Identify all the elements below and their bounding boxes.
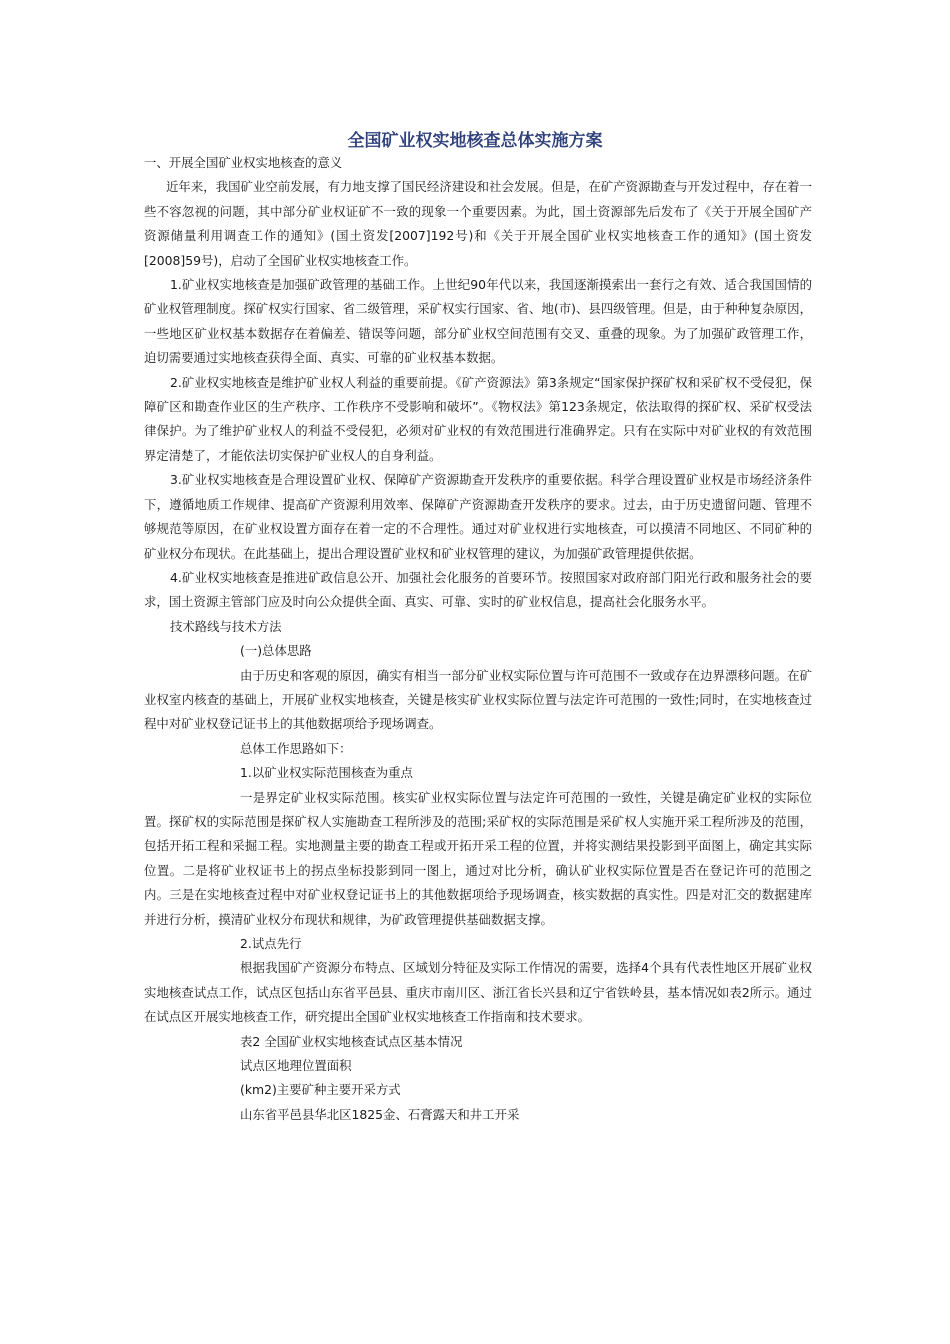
paragraph-intro: 近年来，我国矿业空前发展，有力地支撑了国民经济建设和社会发展。但是，在矿产资源勘查与开发过程中，存在着一些不容忽视的问题，其中部分矿业权证矿不一致的现象一个重要因素。为此，国土资源部先后发布了《关于开展全国矿产资源储量利用调查工作的通知》(国土资发[2007]192号)和《关于开展全国矿业权实地核查工作的通知》(国土资发[2008]59号)，启动了全国矿业权实地核查工作。 <box>144 179 812 268</box>
section-heading-technical-route: 技术路线与技术方法 <box>170 618 282 634</box>
subheading-overall-approach: (一)总体思路 <box>240 643 312 659</box>
paragraph-pilot: 根据我国矿产资源分布特点、区域划分特征及实际工作情况的需要，选择4个具有代表性地区开展矿业权实地核查试点工作，试点区包括山东省平邑县、重庆市南川区、浙江省长兴县和辽宁省铁岭县，基本情况如表2所示。通过在试点区开展实地核查工作，研究提出全国矿业权实地核查工作指南和技术要求。 <box>144 960 812 1025</box>
paragraph-point-2: 2.矿业权实地核查是维护矿业权人利益的重要前提。《矿产资源法》第3条规定“国家保护探矿权和采矿权不受侵犯，保障矿区和勘查作业区的生产秩序、工作秩序不受影响和破坏”。《物权法》第123条规定，依法取得的探矿权、采矿权受法律保护。为了维护矿业权人的利益不受侵犯，必须对矿业权的有效范围进行准确界定。只有在实际中对矿业权的有效范围界定清楚了，才能依法切实保护矿业权人的自身利益。 <box>144 374 812 463</box>
paragraph-work-approach-intro: 总体工作思路如下： <box>240 740 352 756</box>
document-body <box>144 151 812 1127</box>
table-header-line-1: 试点区地理位置面积 <box>240 1058 352 1074</box>
paragraph-point-1: 1.矿业权实地核查是加强矿政管理的基础工作。上世纪90年代以来，我国逐渐摸索出一套行之有效、适合我国国情的矿业权管理制度。探矿权实行国家、省二级管理，采矿权实行国家、省、地(市)、县四级管理。但是，由于种种复杂原因，一些地区矿业权基本数据存在着偏差、错误等问题，部分矿业权空间范围有交叉、重叠的现象。为了加强矿政管理工作，迫切需要通过实地核查获得全面、真实、可靠的矿业权基本数据。 <box>144 277 812 366</box>
paragraph-point-3: 3.矿业权实地核查是合理设置矿业权、保障矿产资源勘查开发秩序的重要依据。科学合理设置矿业权是市场经济条件下，遵循地质工作规律、提高矿产资源利用效率、保障矿产资源勘查开发秩序的要求。过去，由于历史遗留问题、管理不够规范等原因，在矿业权设置方面存在着一定的不合理性。通过对矿业权进行实地核查，可以摸清不同地区、不同矿种的矿业权分布现状。在此基础上，提出合理设置矿业权和矿业权管理的建议，为加强矿政管理提供依据。 <box>144 472 812 561</box>
paragraph-overall-approach: 由于历史和客观的原因，确实有相当一部分矿业权实际位置与许可范围不一致或存在边界漂移问题。在矿业权室内核查的基础上，开展矿业权实地核查，关键是核实矿业权实际位置与法定许可范围的一致性;同时，在实地核查过程中对矿业权登记证书上的其他数据项给予现场调查。 <box>144 667 812 732</box>
table-header-line-2: (km2)主要矿种主要开采方式 <box>240 1082 401 1098</box>
document-title: 全国矿业权实地核查总体实施方案 <box>347 131 603 151</box>
section-heading-significance: 一、开展全国矿业权实地核查的意义 <box>144 155 343 170</box>
paragraph-point-4: 4.矿业权实地核查是推进矿政信息公开、加强社会化服务的首要环节。按照国家对政府部门阳光行政和服务社会的要求，国土资源主管部门应及时向公众提供全面、真实、可靠、实时的矿业权信息，提高社会化服务水平。 <box>144 569 812 610</box>
table-row-shandong: 山东省平邑县华北区1825金、石膏露天和井工开采 <box>240 1106 520 1122</box>
subheading-pilot-first: 2.试点先行 <box>240 936 302 951</box>
paragraph-range-check: 一是界定矿业权实际范围。核实矿业权实际位置与法定许可范围的一致性，关键是确定矿业权的实际位置。探矿权的实际范围是探矿权人实施勘查工程所涉及的范围;采矿权的实际范围是采矿权人实施开采工程所涉及的范围，包括开拓工程和采掘工程。实地测量主要的勘查工程或开拓开采工程的位置，并将实测结果投影到平面图上，确定其实际位置。二是将矿业权证书上的拐点坐标投影到同一图上，通过对比分析，确认矿业权实际位置是否在登记许可的范围之内。三是在实地核查过程中对矿业权登记证书上的其他数据项给予现场调查，核实数据的真实性。四是对汇交的数据建库并进行分析，摸清矿业权分布现状和规律，为矿政管理提供基础数据支撑。 <box>144 789 812 927</box>
subheading-range-check: 1.以矿业权实际范围核查为重点 <box>240 765 413 781</box>
table-caption: 表2 全国矿业权实地核查试点区基本情况 <box>240 1033 463 1049</box>
